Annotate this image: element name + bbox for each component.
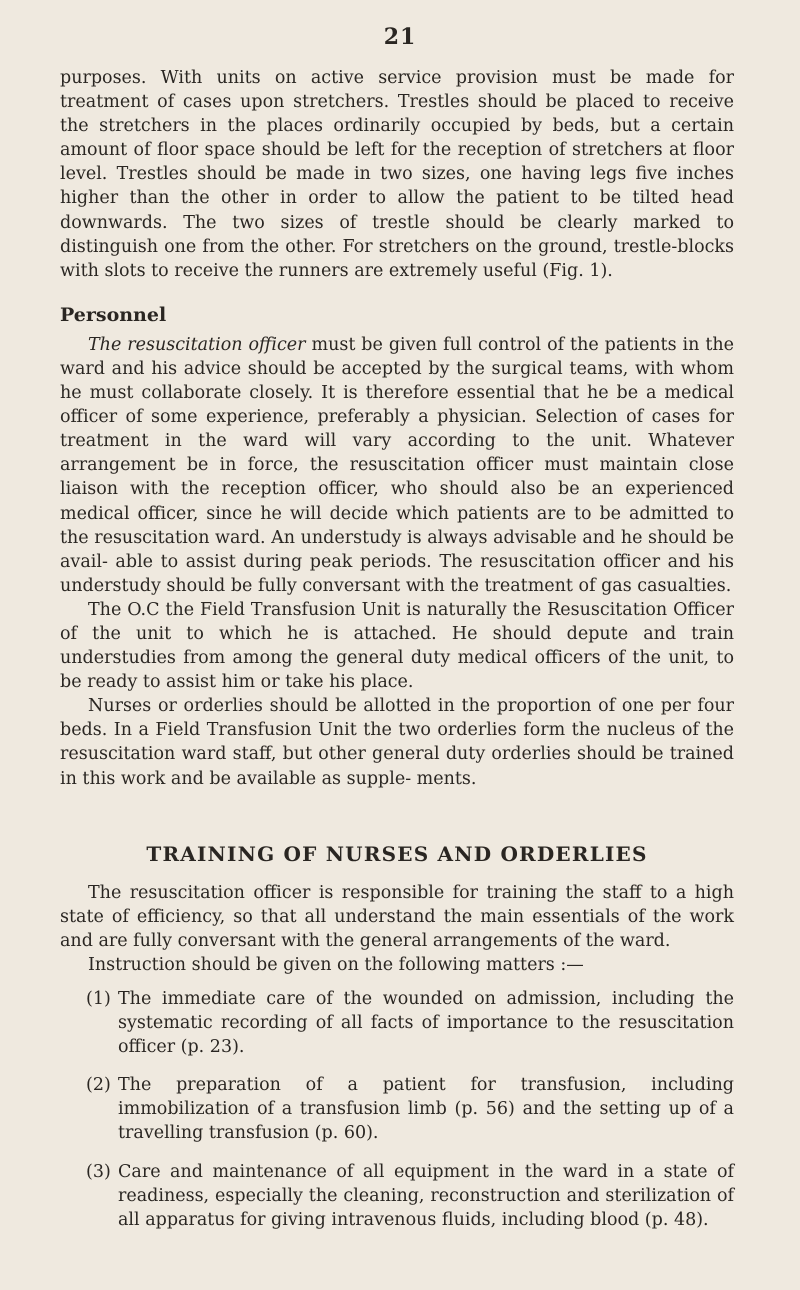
paragraph-instruction-intro: Instruction should be given on the following matters :— bbox=[88, 954, 584, 975]
section-heading-training: TRAINING OF NURSES AND ORDERLIES bbox=[146, 841, 648, 866]
paragraph-field-transfusion-unit: The O.C the Field Transfusion Unit is naturally the Resuscitation Officer of the unit to which he is attached. He should depute and train understudies from among the general duty medical officers of the unit, to be ready to assist him or take his place. bbox=[60, 599, 734, 693]
instruction-list bbox=[60, 987, 734, 1232]
list-item-number: (2) bbox=[86, 1075, 111, 1096]
paragraph-training-responsibility: The resuscitation officer is responsible for training the staff to a high state of efficiency, so that all understand the main essentials of the work and are fully conversant with the general arrangements of the ward. bbox=[60, 882, 734, 951]
list-item bbox=[60, 1160, 734, 1232]
page-number: 21 bbox=[383, 24, 417, 50]
paragraph-resuscitation-officer bbox=[60, 333, 734, 598]
italic-term: The resuscitation officer bbox=[88, 334, 306, 355]
list-item bbox=[60, 987, 734, 1059]
section-heading-personnel: Personnel bbox=[60, 303, 167, 326]
page-body bbox=[60, 66, 734, 1246]
paragraph-trestles: purposes. With units on active service provision must be made for treatment of cases upon stretchers. Trestles should be placed to receive the stretchers in the places ordinarily occupied by beds, but a certain amount of floor space should be left for the reception of stretchers at floor level. Trestles should be made in two sizes, one having legs five inches higher than the other in order to allow the patient to be tilted head downwards. The two sizes of trestle should be clearly marked to distinguish one from the other. For stretchers on the ground, trestle-blocks with slots to receive the runners are extremely useful (Fig. 1). bbox=[60, 68, 734, 281]
list-item-text: The preparation of a patient for transfusion, including immobilization of a transfusion limb (p. 56) and the setting up of a travelling transfusion (p. 60). bbox=[118, 1075, 734, 1144]
list-item-number: (3) bbox=[86, 1161, 111, 1182]
list-item-text: Care and maintenance of all equipment in the ward in a state of readiness, especially the cleaning, reconstruction and sterilization of all apparatus for giving intravenous fluids, including blood (p. 48). bbox=[118, 1161, 734, 1230]
list-item-text: The immediate care of the wounded on admission, including the systematic recording of all facts of importance to the resuscitation officer (p. 23). bbox=[118, 989, 734, 1058]
paragraph-nurses-orderlies: Nurses or orderlies should be allotted in the proportion of one per four beds. In a Field Transfusion Unit the two orderlies form the nucleus of the resuscitation ward staff, but other general duty orderlies should be trained in this work and be available as supple- ments. bbox=[60, 696, 734, 789]
list-item bbox=[60, 1073, 734, 1145]
list-item-number: (1) bbox=[86, 989, 111, 1009]
paragraph-text: must be given full control of the patients in the ward and his advice should be accepted by the surgical teams, with whom he must collaborate closely. It is therefore essential that he be a medical officer of some experience, preferably a physician. Selection of cases for treatment in the ward will vary according to the unit. Whatever arrangement be in force, the resuscitation officer must maintain close liaison with the reception officer, who should also be an experienced medical officer, since he will decide which patients are to be admitted to the resuscitation ward. An understudy is always advisable and he should be avail- able to assist during peak periods. The resuscitation officer and his understudy should be fully conversant with the treatment of gas casualties. bbox=[60, 334, 734, 596]
